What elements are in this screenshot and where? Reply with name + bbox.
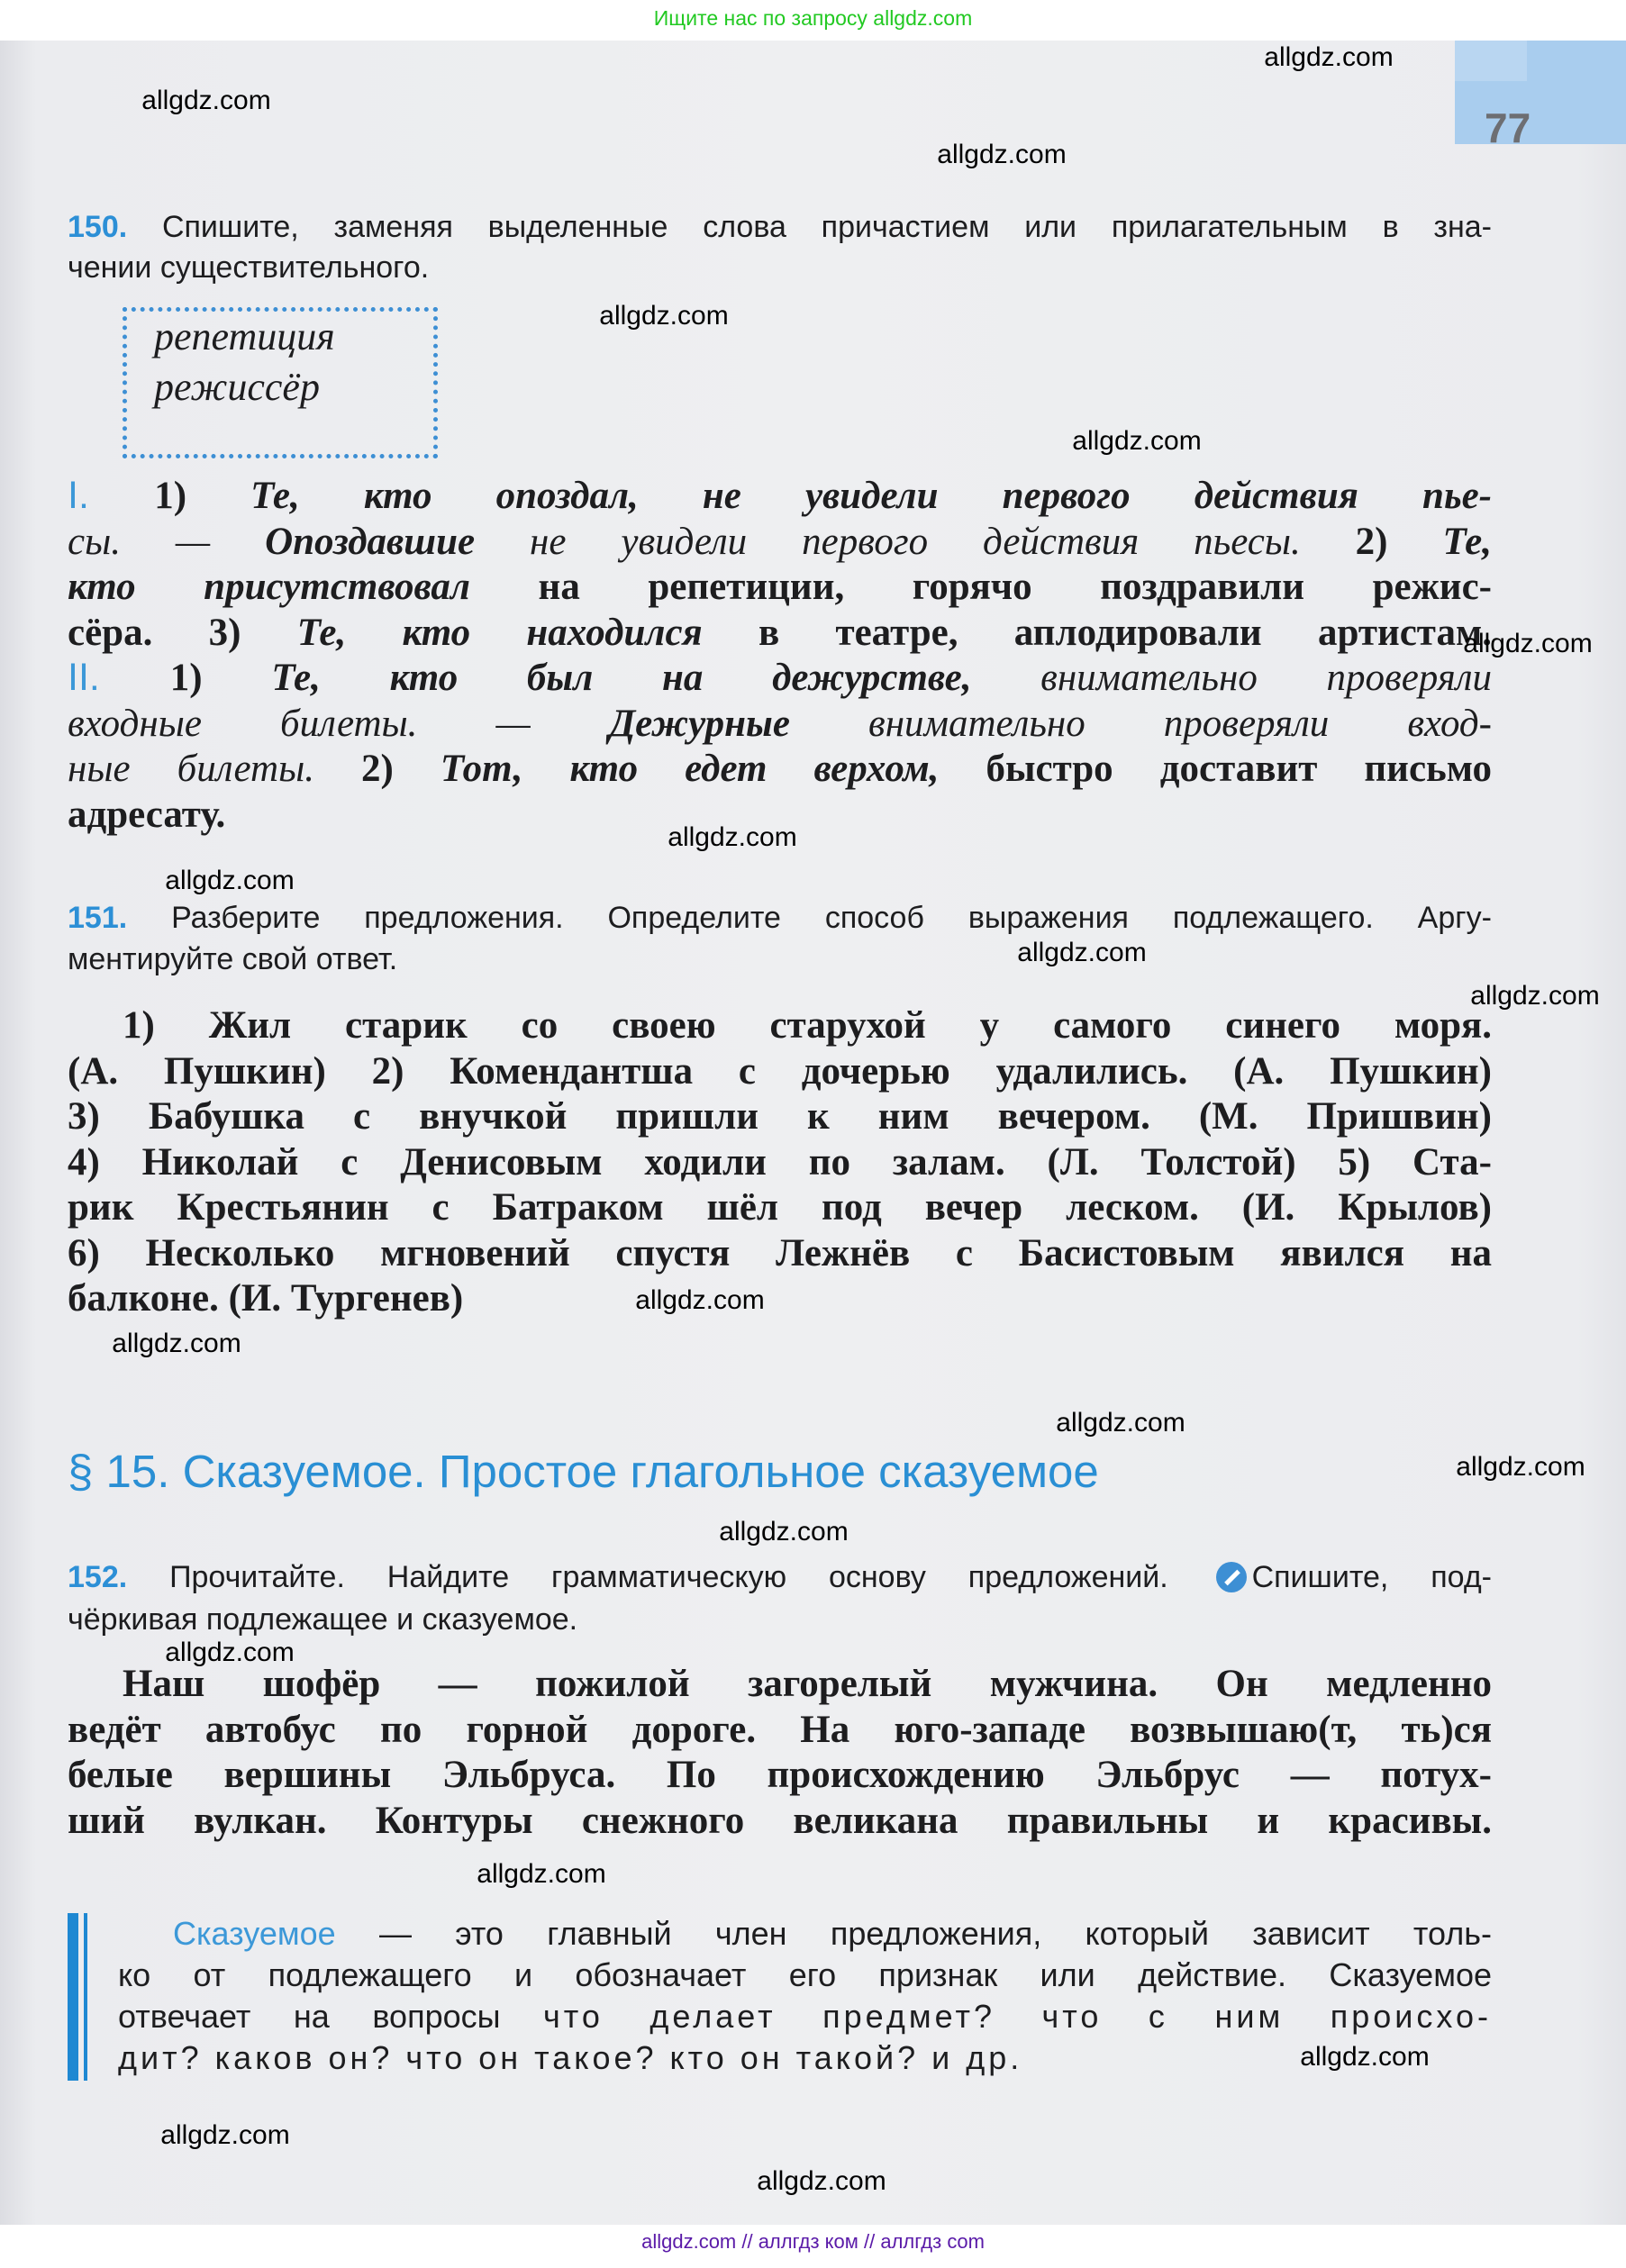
watermark-text: allgdz.com xyxy=(1056,1408,1185,1438)
banner-text: Ищите нас по запросу allgdz.com xyxy=(653,6,973,30)
ex150-task-line xyxy=(68,250,1492,286)
sentence-line: 3) Бабушка с внучкой пришли к ним вечером. (М. Пришвин) xyxy=(68,1095,1492,1138)
text-segment: не увидели первого действия пьесы. xyxy=(475,520,1356,563)
rule-bar-thin xyxy=(84,1913,87,2081)
text-segment: адресату. xyxy=(68,793,226,836)
watermark-text: allgdz.com xyxy=(1264,42,1394,72)
text-segment: 2) xyxy=(1355,520,1443,563)
watermark-text: allgdz.com xyxy=(160,2120,290,2150)
dictionary-word: репетиция xyxy=(154,314,335,358)
sentence-line: рик Крестьянин с Батраком шёл под вечер леском. (И. Крылов) xyxy=(68,1186,1492,1229)
text-segment: входные билеты. — xyxy=(68,702,609,745)
sentence-line: 4) Николай с Денисовым ходили по залам. (Л. Толстой) 5) Ста- xyxy=(68,1140,1492,1184)
sentence-line: 1) Жил старик со своею старухой у самого синего моря. xyxy=(123,1004,1492,1047)
rule-questions: что делает предмет? что с ним происхо- xyxy=(543,1998,1492,2035)
sentence-line xyxy=(68,611,1492,655)
pencil-icon xyxy=(1216,1562,1247,1592)
rule-line xyxy=(118,2039,1492,2077)
exercise-number: 152. xyxy=(68,1560,128,1594)
text-line: ший вулкан. Контуры снежного великана правильны и красивы. xyxy=(68,1799,1492,1842)
text-segment: Дежурные xyxy=(608,702,790,745)
dictionary-words-box xyxy=(123,307,438,458)
ex150-task-line xyxy=(68,210,1492,245)
rule-term: Сказуемое xyxy=(173,1915,336,1952)
dictionary-word: режиссёр xyxy=(154,365,320,409)
text-segment: сёра. 3) xyxy=(68,611,297,654)
rule-bar xyxy=(68,1913,78,2081)
text-segment: внимательно проверяли xyxy=(971,657,1492,699)
task-text: ментируйте свой ответ. xyxy=(68,942,398,976)
task-text: Разберите предложения. Определите способ выражения подлежащего. Аргу- xyxy=(171,901,1492,935)
text-segment: 1) xyxy=(169,657,272,699)
watermark-text: allgdz.com xyxy=(165,866,295,895)
watermark-text: allgdz.com xyxy=(477,1859,606,1889)
footer-banner xyxy=(0,2225,1626,2268)
page-corner-tab-light xyxy=(1455,41,1527,81)
text-line: белые вершины Эльбруса. По происхождению Эльбрус — потух- xyxy=(68,1754,1492,1796)
watermark-text: allgdz.com xyxy=(1300,2042,1430,2072)
text-segment: Те, кто находился xyxy=(296,611,703,654)
task-text: Спишите, заменяя выделенные слова причастием или прилагательным в зна- xyxy=(161,210,1493,244)
ex151-task-line xyxy=(68,942,1492,977)
text-segment: кто присутствовал xyxy=(68,566,470,608)
watermark-text: allgdz.com xyxy=(1463,629,1593,658)
watermark-text: allgdz.com xyxy=(141,86,271,115)
watermark-text: allgdz.com xyxy=(165,1637,295,1667)
text-segment: сы. — xyxy=(68,520,266,563)
ex152-task-line xyxy=(68,1560,1492,1595)
sentence-line xyxy=(68,656,1492,700)
text-segment: 2) xyxy=(361,748,441,790)
text-segment: Тот, кто едет верхом, xyxy=(440,748,940,790)
text-segment: 1) xyxy=(154,475,251,517)
text-segment: Те, xyxy=(1442,520,1492,563)
rule-text: — это главный член предложения, который зависит толь- xyxy=(335,1915,1492,1952)
ex152-task-line xyxy=(68,1602,1492,1637)
text-line: ведёт автобус по горной дороге. На юго-западе возвышаю(т, ть)ся xyxy=(68,1708,1492,1751)
sentence-line xyxy=(68,520,1492,564)
watermark-text: allgdz.com xyxy=(635,1285,765,1315)
watermark-text: allgdz.com xyxy=(757,2166,886,2196)
exercise-number: 151. xyxy=(68,901,128,935)
page-number: 77 xyxy=(1485,104,1531,151)
part-label: II. xyxy=(68,656,170,699)
text-segment: Те, кто опоздал, не увидели первого действия пье- xyxy=(250,475,1492,517)
rule-line xyxy=(118,1998,1492,2036)
watermark-text: allgdz.com xyxy=(599,301,729,331)
watermark-text: allgdz.com xyxy=(1017,938,1147,967)
watermark-text: allgdz.com xyxy=(112,1329,241,1358)
ex151-task-line xyxy=(68,901,1492,936)
watermark-text: allgdz.com xyxy=(937,140,1067,169)
task-text: чёркивая подлежащее и сказуемое. xyxy=(68,1602,578,1637)
sentence-line xyxy=(68,702,1492,746)
rule-text: отвечает на вопросы xyxy=(118,1998,544,2035)
watermark-text: allgdz.com xyxy=(1470,981,1600,1011)
text-line: Наш шофёр — пожилой загорелый мужчина. Он медленно xyxy=(123,1663,1492,1705)
text-segment: на репетиции, горячо поздравили режис- xyxy=(469,566,1492,608)
task-text: чении существительного. xyxy=(68,250,430,285)
watermark-text: allgdz.com xyxy=(1072,426,1202,456)
part-label: I. xyxy=(68,474,155,517)
text-segment: в театре, аплодировали артистам. xyxy=(702,611,1492,654)
text-segment: внимательно проверяли вход- xyxy=(789,702,1493,745)
watermark-text: allgdz.com xyxy=(668,822,797,852)
section-heading: § 15. Сказуемое. Простое глагольное сказуемое xyxy=(68,1446,1099,1497)
text-segment: Опоздавшие xyxy=(265,520,476,563)
sentence-line: (А. Пушкин) 2) Комендантша с дочерью удалились. (А. Пушкин) xyxy=(68,1049,1492,1093)
task-text: Прочитайте. Найдите грамматическую основу предложений. xyxy=(169,1560,1168,1594)
sentence-line: балконе. (И. Тургенев) xyxy=(68,1277,464,1320)
sentence-line xyxy=(68,747,1492,791)
text-segment: быстро доставит письмо xyxy=(939,748,1492,790)
rule-line xyxy=(173,1915,1492,1953)
sentence-line: 6) Несколько мгновений спустя Лежнёв с Басистовым явился на xyxy=(68,1231,1492,1275)
text-segment: Те, кто был на дежурстве, xyxy=(271,657,972,699)
exercise-number: 150. xyxy=(68,210,128,244)
sentence-line xyxy=(68,474,1492,518)
task-text: Спишите, под- xyxy=(1251,1560,1492,1594)
watermark-text: allgdz.com xyxy=(1456,1452,1585,1482)
watermark-text: allgdz.com xyxy=(719,1517,849,1547)
footer-text: allgdz.com // аллгдз ком // аллгдз com xyxy=(641,2230,985,2253)
top-banner xyxy=(0,0,1626,41)
rule-text: ко от подлежащего и обозначает его признак или действие. Сказуемое xyxy=(118,1956,1492,1993)
text-segment: ные билеты. xyxy=(68,748,362,790)
rule-line xyxy=(118,1956,1492,1994)
sentence-line xyxy=(68,565,1492,609)
rule-questions: дит? каков он? что он такое? кто он такой? и др. xyxy=(118,2039,1023,2076)
